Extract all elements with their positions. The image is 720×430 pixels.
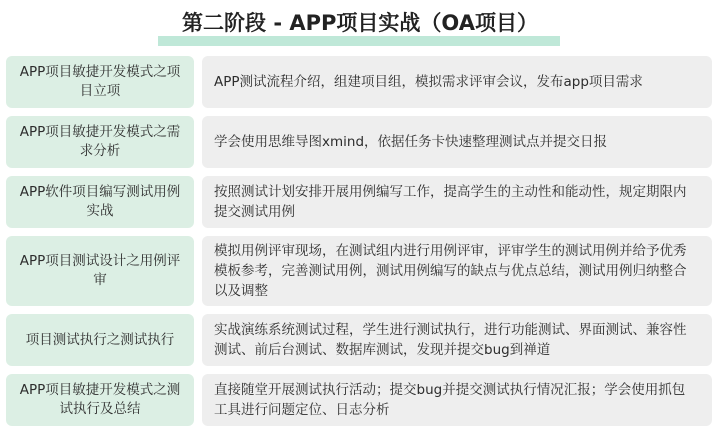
row-label: APP项目测试设计之用例评审 [6,236,194,306]
row-label: APP项目敏捷开发模式之测试执行及总结 [6,374,194,426]
row-label: APP项目敏捷开发模式之项目立项 [6,56,194,108]
page-title [178,6,542,40]
row-description [202,56,712,108]
row-description-text: 按照测试计划安排开展用例编写工作，提高学生的主动性和能动性，规定期限内提交测试用例 [214,184,687,220]
row-description [202,176,712,228]
row-description-text: APP测试流程介绍，组建项目组，模拟需求评审会议，发布app项目需求 [214,74,643,90]
row-label: 项目测试执行之测试执行 [6,314,194,366]
row-description-text: 直接随堂开展测试执行活动；提交bug并提交测试执行情况汇报；学会使用抓包工具进行问题定位、日志分析 [214,382,686,418]
row-description [202,314,712,366]
row-description-text: 学会使用思维导图xmind，依据任务卡快速整理测试点并提交日报 [214,134,608,150]
row-label: APP软件项目编写测试用例实战 [6,176,194,228]
row-description-text: 模拟用例评审现场，在测试组内进行用例评审，评审学生的测试用例并给予优秀模板参考，完善测试用例，测试用例编写的缺点与优点总结，测试用例归纳整合以及调整 [214,243,687,299]
title-area [0,6,720,48]
row-description-text: 实战演练系统测试过程，学生进行测试执行，进行功能测试、界面测试、兼容性测试、前后台测试、数据库测试，发现并提交bug到禅道 [214,322,687,358]
page-title-text: 第二阶段 - APP项目实战（OA项目） [182,11,538,35]
row-description [202,374,712,426]
row-description [202,116,712,168]
row-label: APP项目敏捷开发模式之需求分析 [6,116,194,168]
row-description [202,236,712,306]
